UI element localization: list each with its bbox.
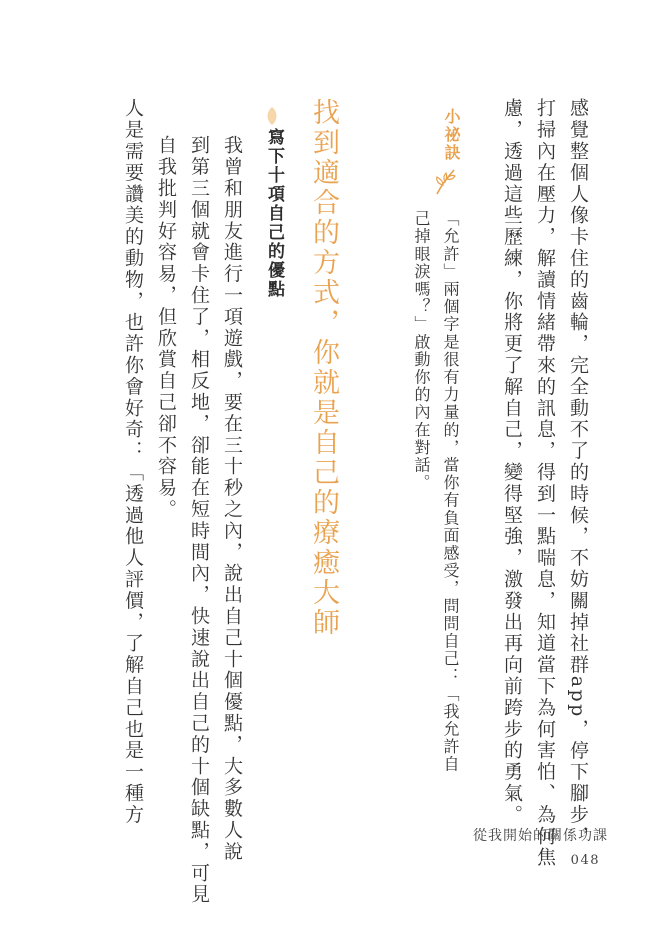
section-line-2: 到第三個就會卡住了，相反地，卻能在短時間內，快速說出自己的十個缺點，可見: [188, 135, 210, 906]
intro-line-2: 打掃內在壓力，解讀情緒帶來的訊息，得到一點喘息，知道當下為何害怕、為何焦: [534, 98, 556, 869]
leaf-icon: [265, 106, 279, 126]
intro-line-1: 感覺整個人像卡住的齒輪，完全動不了的時候，不妨關掉社群app，停下腳步，: [567, 98, 589, 848]
footer-book-title: 從我開始的關係功課: [473, 828, 608, 844]
tip-label: 小祕訣: [442, 108, 461, 162]
page-number: 048: [570, 853, 600, 868]
section-line-4: 人是需要讚美的動物，也許你會好奇：「透過他人評價，了解自己也是一種方: [122, 98, 144, 826]
sprig-icon: [432, 166, 458, 196]
section-line-3: 自我批判好容易，但欣賞自己卻不容易。: [155, 135, 177, 521]
tip-line-2: 己掉眼淚嗎？」啟動你的內在對話。: [412, 210, 431, 492]
section-subheading: 寫下十項自己的優點: [264, 128, 284, 299]
section-line-1: 我曾和朋友進行一項遊戲，要在三十秒之內，說出自己十個優點，大多數人說: [221, 135, 243, 863]
tip-line-1: 「允許」兩個字是很有力量的，當你有負面感受，問問自己：「我允許自: [441, 210, 460, 774]
section-title: 找到適合的方式，你就是自己的療癒大師: [308, 98, 339, 638]
intro-line-3: 慮，透過這些歷練，你將更了解自己，變得堅強，激發出再向前跨步的勇氣。: [501, 98, 523, 826]
